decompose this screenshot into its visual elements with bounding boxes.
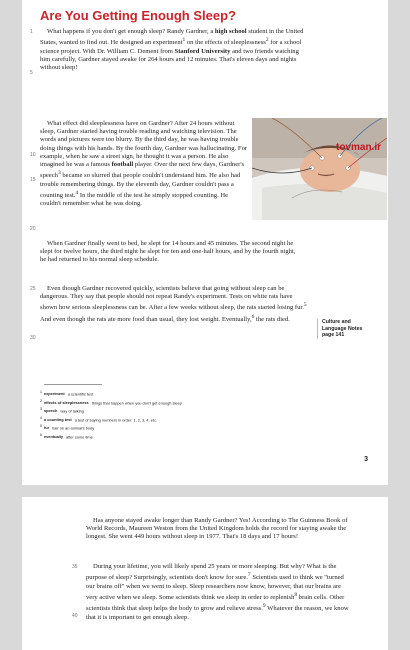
paragraph-1: What happens if you don't get enough sleep? Randy Gardner, a high school student in the United States, wanted to find out. He designed an experiment$^1$ on the effects of sleeplessness$^2$ for a school science project. With Dr. William C. Dement from Stanford University and two friends watching him carefully, Gardner stayed awake for 264 hours and 12 minutes. That's eleven days and nights without sleep! <box>40 28 304 71</box>
footnotes <box>40 389 300 440</box>
page-number: 3 <box>364 456 368 463</box>
line-number-5: 5 <box>30 70 33 76</box>
footnote: $^2$ effects of sleeplessness things that happen when you don't get enough sleep <box>40 398 182 405</box>
footnote: $^6$ eventually after some time <box>40 432 93 439</box>
line-number-1: 1 <box>30 29 33 35</box>
line-number-15: 15 <box>30 177 36 183</box>
note-line-3: page 141 <box>322 332 345 339</box>
line-number-25: 25 <box>30 286 36 292</box>
page-two <box>22 497 388 650</box>
footnote-divider <box>44 384 102 385</box>
note-line-2: Language Notes <box>322 325 363 332</box>
culture-language-notes[interactable] <box>317 319 386 339</box>
watermark-logo: tovman.ir <box>335 142 381 153</box>
footnote: $^4$ a counting test a test of saying numbers in order: 1, 2, 3, 4, etc. <box>40 415 158 422</box>
footnote: $^1$ experiment a scientific test <box>40 390 94 397</box>
line-number-20: 20 <box>30 226 36 232</box>
footnote: $^3$ speech way of talking <box>40 407 84 414</box>
note-line-1: Culture and <box>322 319 351 325</box>
paragraph-5: Has anyone stayed awake longer than Randy Gardner? Yes! According to The Guinness Book of World Records, Maureen Weston from the United Kingdom holds the record for staying awake the longest. She went 449 hours without sleep in 1977. That's 18 days and 17 hours! <box>86 517 348 541</box>
footnote: $^5$ fur hair on an animal's body <box>40 424 95 431</box>
line-number-30: 30 <box>30 335 36 341</box>
line-number-40: 40 <box>72 613 78 619</box>
paragraph-6: During your lifetime, you will likely spend 25 years or more sleeping. But why? What is the purpose of sleep? Surprisingly, scientists don't know for sure.$^7$ Scientists used to think we "turned our brains off" when we went to sleep. Sleep researchers now know, however, that our brains are very active when we sleep. Some scientists think we sleep in order to replenish$^8$ brain cells. Other scientists think that sleep helps the body to grow and relieve stress.$^9$ Whatever the reason, we know that it is important to get enough sleep. <box>86 563 349 621</box>
page-one <box>22 0 388 485</box>
paragraph-4: Even though Gardner recovered quickly, scientists believe that going without sleep can be dangerous. They say that people should not repeat Randy's experiment. Tests on white rats have shown how serious sleeplessness can be. After a few weeks without sleep, the rats started losing fur.$^5$ And even though the rats ate more food than usual, they lost weight. Eventually,$^6$ the rats died. <box>40 285 307 323</box>
article-title: Are You Getting Enough Sleep? <box>40 8 236 23</box>
line-number-35: 35 <box>72 564 78 570</box>
photo-illustration <box>252 118 387 220</box>
paragraph-3: When Gardner finally went to bed, he slept for 14 hours and 45 minutes. The second night he slept for twelve hours, the third night he slept for ten and one-half hours, and by the fourth night, he had returned to his normal sleep schedule. <box>40 240 296 264</box>
paragraph-2: What effect did sleeplessness have on Gardner? After 24 hours without sleep, Gardner started having trouble reading and watching television. The words and pictures were too blurry. By the third day, he was having trouble doing things with his hands. By the fourth day, Gardner was hallucinating. For example, when he saw a street sign, he thought it was a person. He also imagined he was a famous football player. Over the next few days, Gardner's speech$^3$ became so slurred that people couldn't understand him. He also had trouble remembering things. By the eleventh day, Gardner couldn't pass a counting test.$^4$ In the middle of the test he simply stopped counting. He couldn't remember what he was doing. <box>40 120 248 208</box>
line-number-10: 10 <box>30 152 36 158</box>
sleeping-boy-with-electrodes-photo <box>252 118 387 220</box>
